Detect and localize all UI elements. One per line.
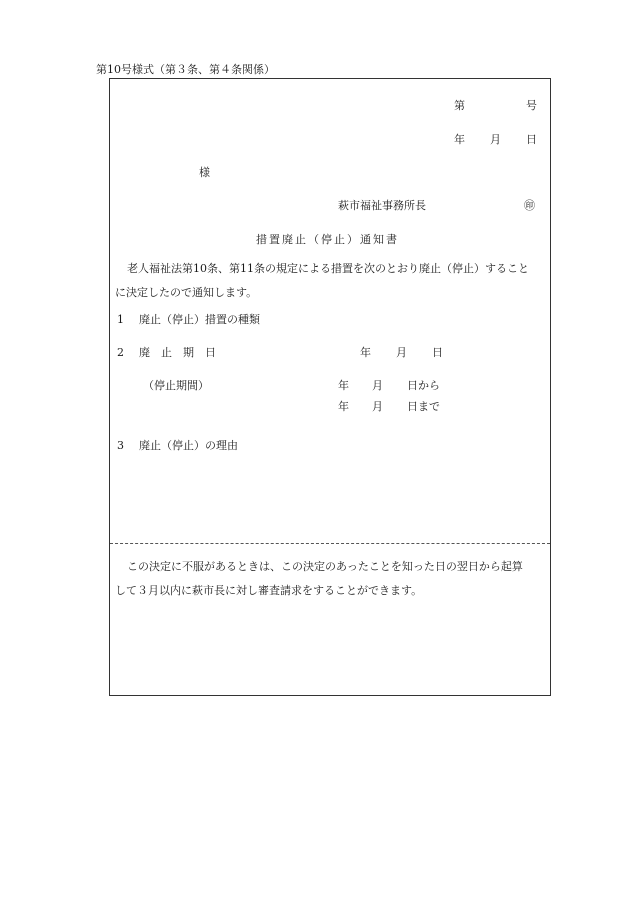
addressee-honorific: 様: [199, 166, 210, 179]
body-line-1: 老人福祉法第10条、第11条の規定による措置を次のとおり廃止（停止）すること: [127, 262, 529, 275]
document-title: 措置廃止（停止）通知書: [256, 233, 399, 246]
period-from-month: 月: [372, 379, 383, 392]
appeal-notice-line-1: この決定に不服があるときは、この決定のあったことを知った日の翌日から起算: [127, 560, 523, 573]
form-number: 第10号様式（第３条、第４条関係）: [96, 63, 275, 76]
item-2-number: 2: [117, 346, 124, 359]
date-month: 月: [490, 133, 501, 146]
seal-mark: ㊞: [524, 199, 535, 212]
period-to-year: 年: [338, 400, 349, 413]
item-1-number: 1: [117, 313, 124, 326]
period-label: （停止期間）: [143, 379, 209, 392]
item-2-day: 日: [432, 346, 443, 359]
period-from-day: 日から: [407, 379, 440, 392]
item-2-year: 年: [360, 346, 371, 359]
date-year: 年: [454, 133, 465, 146]
item-1-label: 廃止（停止）措置の種類: [139, 313, 260, 326]
period-from-year: 年: [338, 379, 349, 392]
document-number-prefix: 第: [454, 99, 465, 112]
period-to-day: 日まで: [407, 400, 440, 413]
item-3-label: 廃止（停止）の理由: [139, 439, 238, 452]
item-3-number: 3: [117, 439, 124, 452]
date-day: 日: [526, 133, 537, 146]
body-line-2: に決定したので通知します。: [115, 286, 258, 299]
appeal-notice-line-2: して３月以内に萩市長に対し審査請求をすることができます。: [115, 584, 423, 597]
period-to-month: 月: [372, 400, 383, 413]
issuer-name: 萩市福祉事務所長: [338, 199, 426, 212]
document-number-suffix: 号: [526, 99, 537, 112]
item-2-label: 廃 止 期 日: [139, 346, 216, 359]
item-2-month: 月: [396, 346, 407, 359]
dashed-divider: [110, 543, 550, 544]
